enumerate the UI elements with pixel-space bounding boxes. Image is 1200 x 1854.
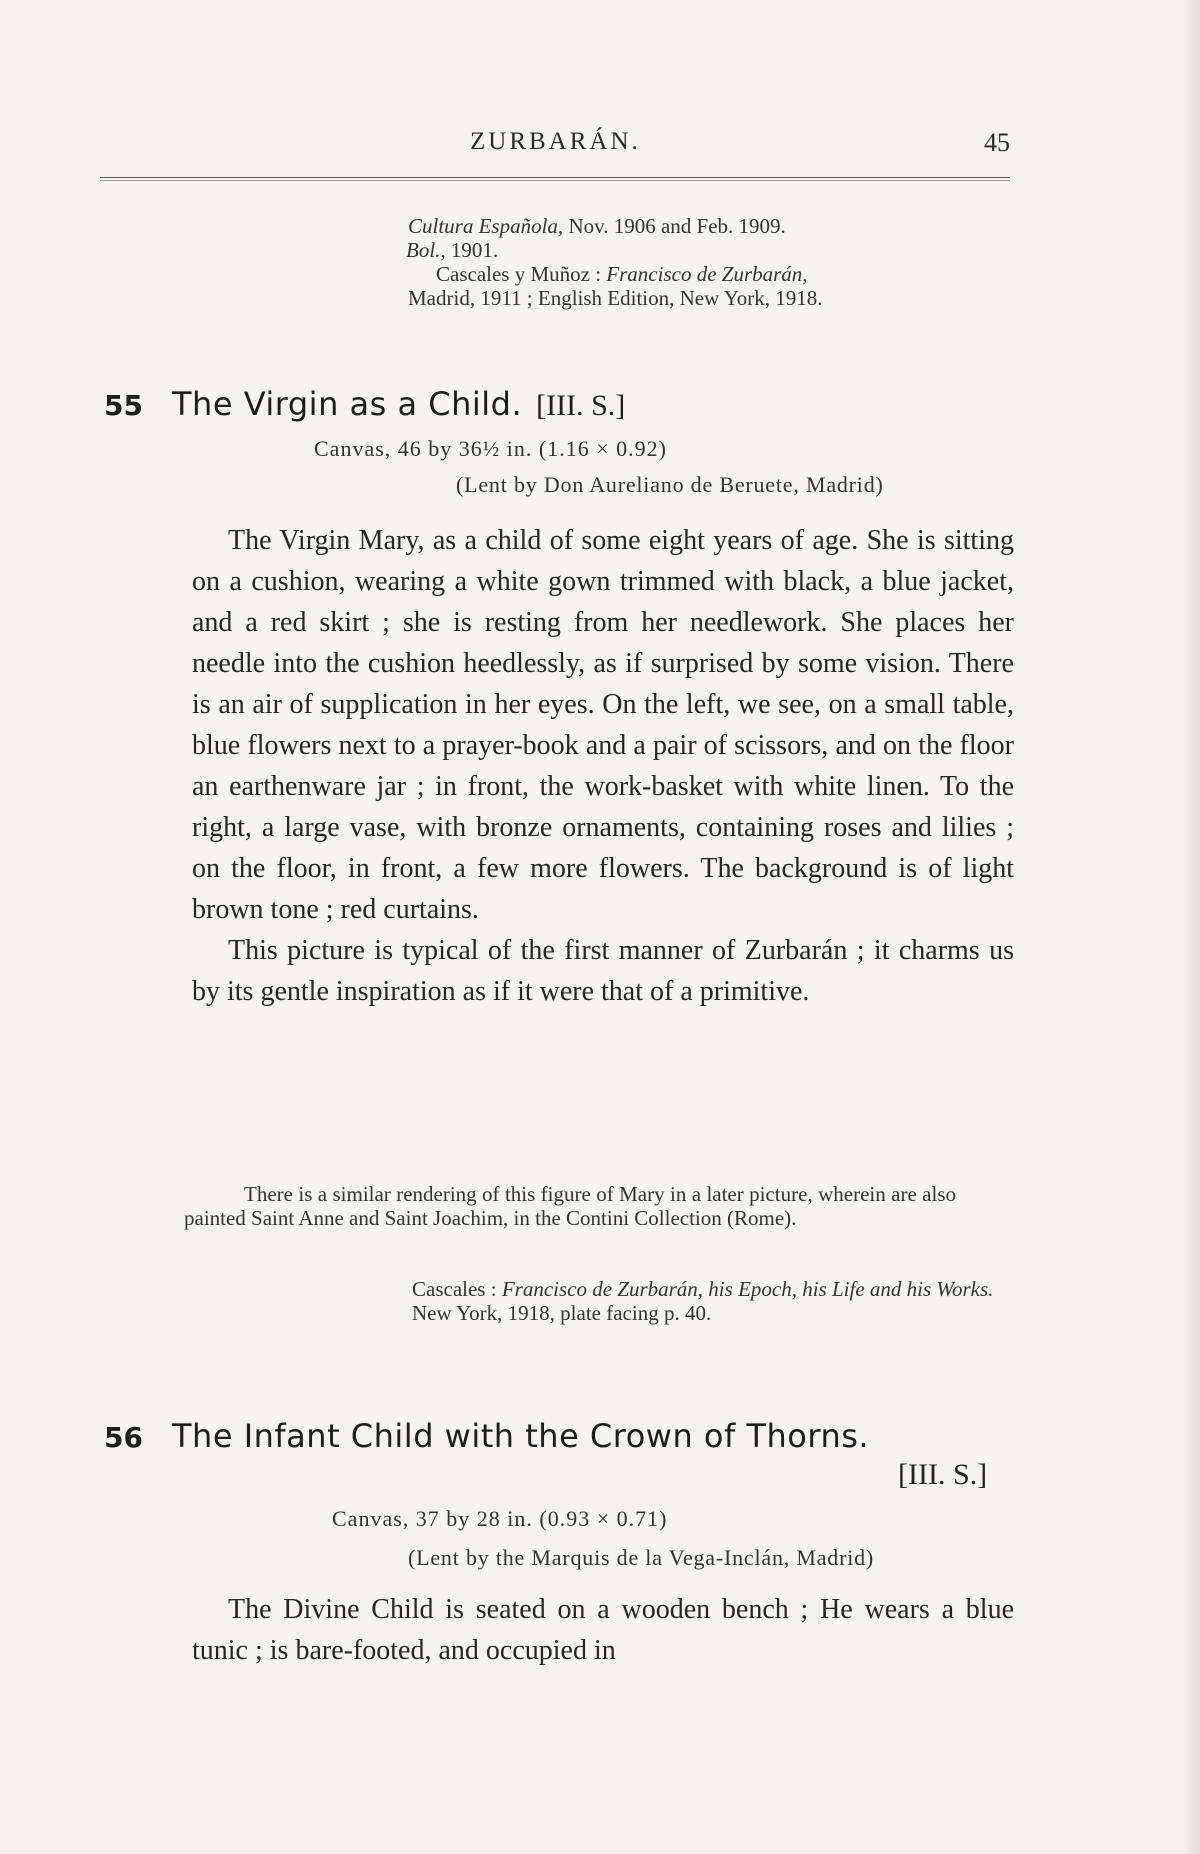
header-rule (100, 177, 1010, 181)
page-header (100, 128, 1010, 160)
entry-55-paragraph-2: This picture is typical of the first manner of Zurbarán ; it charms us by its gentle inspiration as if it were that of a primitive. (192, 935, 1014, 1007)
running-title: ZURBARÁN. (470, 128, 641, 155)
entry-series: [III. S.] (536, 389, 626, 422)
entry-56-lender: (Lent by the Marquis de la Vega-Inclán, Madrid) (408, 1545, 875, 1570)
entry-56-heading (104, 1417, 869, 1455)
page-number: 45 (984, 128, 1010, 157)
entry-55-heading (104, 385, 625, 423)
bib-line-1: Cultura Española, Nov. 1906 and Feb. 1909. (408, 214, 786, 238)
entry-55-reference: Cascales : Francisco de Zurbarán, his Epoch, his Life and his Works. New York, 1918, plate facing p. 40. (412, 1277, 994, 1325)
entry-55-medium: Canvas, 46 by 36½ in. (1.16 × 0.92) (314, 436, 667, 461)
entry-55-note: There is a similar rendering of this figure of Mary in a later picture, wherein are also painted Saint Anne and Saint Joachim, in the Contini Collection (Rome). (184, 1182, 956, 1230)
bibliography-top (408, 214, 1018, 310)
bib-line-3: Cascales y Muñoz : Francisco de Zurbarán, (436, 262, 808, 286)
bib-line-2: Bol., 1901. (406, 238, 499, 262)
entry-56-paragraph-1: The Divine Child is seated on a wooden bench ; He wears a blue tunic ; is bare-footed, and occupied in (192, 1594, 1014, 1666)
entry-55-paragraph-1: The Virgin Mary, as a child of some eight years of age. She is sitting on a cushion, wearing a white gown trimmed with black, a blue jacket, and a red skirt ; she is resting from her needlework. She places her needle into the cushion heedlessly, as if surprised by some vision. There is an air of supplication in her eyes. On the left, we see, on a small table, blue flowers next to a prayer-book and a pair of scissors, and on the floor an earthenware jar ; in front, the work-basket with white linen. To the right, a large vase, with bronze ornaments, containing roses and lilies ; on the floor, in front, a few more flowers. The background is of light brown tone ; red curtains. (192, 525, 1014, 925)
entry-56-medium: Canvas, 37 by 28 in. (0.93 × 0.71) (332, 1506, 668, 1531)
bib-line-4: Madrid, 1911 ; English Edition, New York, 1918. (408, 286, 823, 310)
entry-56-body (192, 1589, 1014, 1671)
entry-title: The Virgin as a Child. (172, 385, 523, 423)
entry-56-series: [III. S.] (898, 1458, 988, 1491)
entry-55-body (192, 520, 1014, 1012)
entry-number: 56 (104, 1421, 143, 1454)
entry-title: The Infant Child with the Crown of Thorns. (172, 1417, 870, 1455)
entry-55-lender: (Lent by Don Aureliano de Beruete, Madrid) (456, 472, 884, 497)
page-edge (1184, 0, 1200, 1854)
entry-number: 55 (104, 389, 143, 422)
